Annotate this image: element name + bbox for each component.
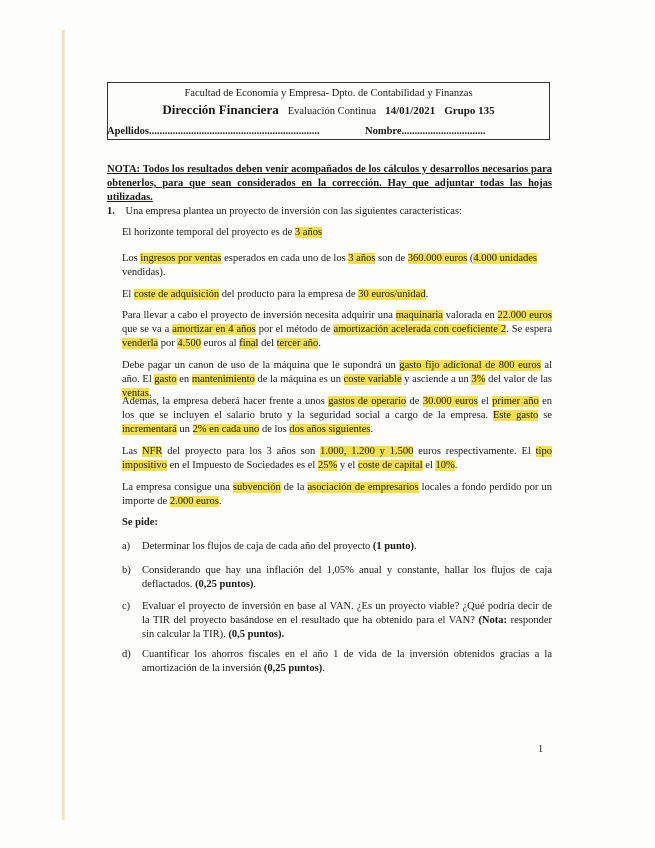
- subquestion-c: c) Evaluar el proyecto de inversión en base al VAN. ¿Es un proyecto viable? ¿Qué podría decir de la TIR del proyecto basándose en el resultado que ha obtenido para el VAN? (Nota: responder sin calcular la TIR). (0,5 puntos).: [122, 601, 552, 640]
- student-name-row: [107, 126, 550, 137]
- nombre-field: Nombre................................: [365, 126, 486, 137]
- paragraph-canon: Debe pagar un canon de uso de la máquina que le supondrá un gasto fijo adicional de 800 euros al año. El gasto en mantenimiento de la máquina es un coste variable y asciende a un 3% del valor de las ventas.: [122, 360, 553, 399]
- evaluation-type: Evaluación Continua: [287, 106, 377, 117]
- course-line: [108, 102, 549, 120]
- page-number: 1: [538, 744, 544, 755]
- group-label: Grupo 135: [444, 105, 495, 117]
- subquestion-b: b) Considerando que hay una inflación del 1,05% anual y constante, hallar los flujos de caja deflactados. (0,25 puntos).: [122, 565, 552, 590]
- exam-note: NOTA: Todos los resultados deben venir acompañados de los cálculos y desarrollos necesarios para obtenerlos, para que sean considerados en la corrección. Hay que adjuntar todas las hojas utilizadas.: [107, 164, 552, 203]
- paragraph-horizon: El horizonte temporal del proyecto es de 3 años: [122, 227, 323, 238]
- faculty-line: Facultad de Economía y Empresa- Dpto. de Contabilidad y Finanzas: [184, 88, 473, 99]
- paragraph-sales: Los ingresos por ventas esperados en cada uno de los 3 años son de 360.000 euros (4.000 unidades vendidas).: [122, 253, 537, 278]
- paragraph-cost: El coste de adquisición del producto para la empresa de 30 euros/unidad.: [122, 289, 429, 300]
- paragraph-nfr: Las NFR del proyecto para los 3 años son 1.000, 1.200 y 1.500 euros respectivamente. El tipo impositivo en el Impuesto de Sociedades es el 25% y el coste de capital el 10%.: [122, 446, 552, 471]
- apellidos-field: Apellidos.................................................................: [107, 126, 320, 137]
- binding-edge: [62, 30, 65, 820]
- paragraph-machinery: Para llevar a cabo el proyecto de inversión necesita adquirir una maquinaria valorada en 22.000 euros que se va a amortizar en 4 años por el método de amortización acelerada con coeficiente 2. Se espera venderla por 4.500 euros al final del tercer año.: [122, 310, 552, 349]
- question-1-intro: 1. Una empresa plantea un proyecto de inversión con las siguientes características:: [107, 206, 462, 217]
- subquestion-a: a) Determinar los flujos de caja de cada año del proyecto (1 punto).: [122, 541, 417, 552]
- course-title: Dirección Financiera: [162, 102, 279, 117]
- paragraph-operator: Además, la empresa deberá hacer frente a unos gastos de operario de 30.000 euros el primer año en los que se incluyen el salario bruto y la seguridad social a cargo de la empresa. Este gasto se incrementará un 2% en cada uno de los dos años siguientes.: [122, 396, 552, 435]
- subquestion-d: d) Cuantificar los ahorros fiscales en el año 1 de vida de la inversión obtenidos gracias a la amortización de la inversión (0,25 puntos).: [122, 649, 552, 674]
- paragraph-subsidy: La empresa consigue una subvención de la asociación de empresarios locales a fondo perdido por un importe de 2.000 euros.: [122, 482, 552, 507]
- question-number: 1.: [107, 206, 115, 217]
- exam-date: 14/01/2021: [385, 105, 436, 117]
- se-pide-heading: Se pide:: [122, 517, 158, 528]
